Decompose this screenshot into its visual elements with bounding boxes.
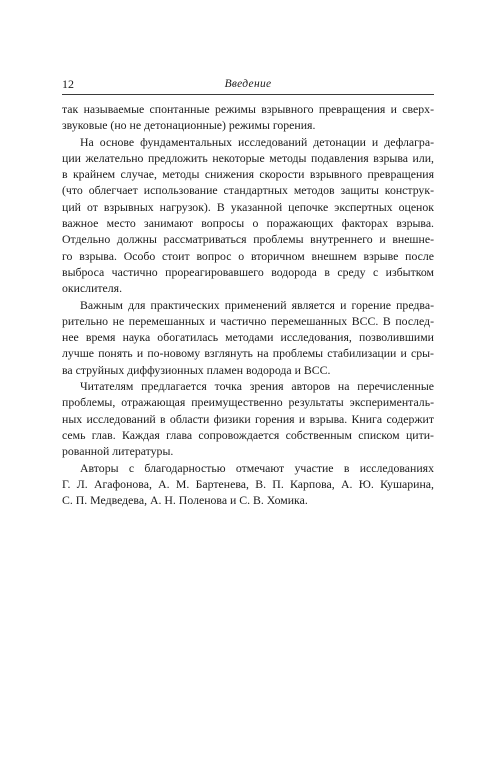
paragraph — [62, 378, 434, 459]
text-line: Отдельно должны рассматриваться проблемы внутреннего и внешне- — [62, 232, 434, 247]
text-line: Г. Л. Агафонова, А. М. Бартенева, В. П. Карпова, А. Ю. Кушарина, — [62, 476, 434, 491]
text-line: ций от взрывных нагрузок). В указанной цепочке экспертных оценок — [62, 199, 434, 214]
text-line: Важным для практических применений является и горение предва- — [80, 297, 434, 312]
text-line: Читателям предлагается точка зрения авторов на перечисленные — [80, 379, 434, 394]
text-line: выброса частично прореагировавшего водорода в среду с избытком — [62, 264, 434, 279]
text-line: важное место занимают вопросы о поражающих факторах взрыва. — [62, 216, 434, 231]
header-rule — [62, 94, 434, 95]
text-line: С. П. Медведева, А. Н. Поленова и С. В. Хомика. — [62, 493, 308, 508]
text-line: ва струйных диффузионных пламен водорода и ВСС. — [62, 362, 331, 377]
page-number: 12 — [62, 77, 74, 91]
text-line: так называемые спонтанные режимы взрывного превращения и сверх- — [62, 102, 434, 116]
text-line: окислителя. — [62, 281, 123, 296]
text-line: рованной литературы. — [62, 444, 174, 459]
text-line: (что облегчает использование стандартных методов защиты конструк- — [62, 183, 434, 198]
page-header — [62, 76, 434, 94]
body-text — [62, 101, 434, 508]
text-line: в крайнем случае, методы снижения скорости взрывного превращения — [62, 167, 434, 182]
paragraph — [62, 134, 434, 297]
paragraph — [62, 297, 434, 378]
text-line: проблемы, отражающая преимущественно результаты эксперименталь- — [62, 395, 434, 410]
text-line: го взрыва. Особо стоит вопрос о вторичном внешнем взрыве после — [62, 248, 434, 263]
text-line: ции желательно предложить некоторые методы подавления взрыва или, — [62, 150, 434, 165]
text-line: рительно не перемешанных и частично перемешанных ВСС. В послед- — [62, 313, 434, 328]
text-line: Авторы с благодарностью отмечают участие в исследованиях — [80, 460, 434, 475]
text-line: нее время наука обогатилась методами исследования, позволившими — [62, 330, 434, 345]
text-line: семь глав. Каждая глава сопровождается собственным списком цити- — [62, 427, 434, 442]
text-line: звуковые (но не детонационные) режимы горения. — [62, 118, 316, 133]
running-title: Введение — [224, 78, 272, 90]
paragraph — [62, 101, 434, 134]
text-line: лучше понять и по-новому взглянуть на проблемы стабилизации и сры- — [62, 346, 434, 361]
paragraph — [62, 460, 434, 509]
text-line: На основе фундаментальных исследований детонации и дефлагра- — [80, 134, 434, 149]
text-line: ных исследований в области физики горения и взрыва. Книга содержит — [62, 411, 434, 426]
